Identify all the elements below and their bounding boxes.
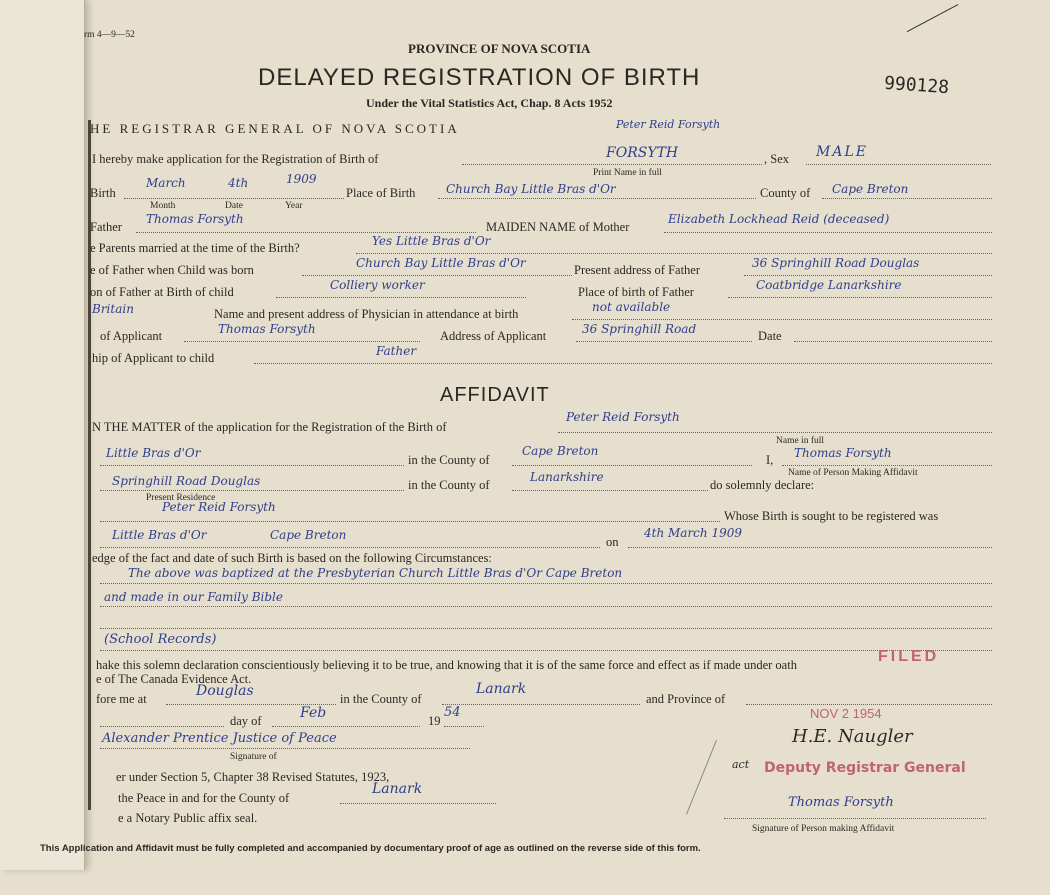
label-place-birth-father: Place of birth of Father — [578, 285, 694, 299]
label-signature-person: Signature of Person making Affidavit — [752, 824, 895, 834]
filed-date-stamp: NOV 2 1954 — [810, 706, 882, 721]
field-line — [100, 650, 992, 651]
label-father-when-born: e of Father when Child was born — [90, 263, 254, 277]
child-surname: FORSYTH — [606, 145, 679, 161]
label-in-county-1: in the County of — [408, 453, 490, 467]
sworn-at: Douglas — [196, 683, 254, 699]
field-line — [276, 297, 526, 298]
affidavit-birth-county: Cape Breton — [270, 528, 347, 542]
registrar-line: HE REGISTRAR GENERAL OF NOVA SCOTIA — [90, 121, 460, 136]
peace-county: Lanark — [372, 781, 423, 797]
field-line — [100, 465, 404, 466]
field-line — [572, 319, 992, 320]
form-number: rm 4—9—52 — [84, 30, 135, 40]
father-birthplace: Coatbridge Lanarkshire — [756, 278, 902, 292]
deputy-registrar-signature: H.E. Naugler — [792, 726, 913, 747]
label-place-of-birth: Place of Birth — [346, 186, 416, 200]
affiant-signature: Thomas Forsyth — [788, 795, 894, 810]
label-present-residence: Present Residence — [146, 493, 216, 503]
label-peace-county: the Peace in and for the County of — [118, 791, 290, 805]
birth-date: 4th — [228, 176, 249, 190]
field-line — [302, 275, 572, 276]
field-line — [746, 704, 992, 705]
affidavit-heading: AFFIDAVIT — [440, 384, 550, 406]
parents-married-value: Yes Little Bras d'Or — [372, 234, 491, 248]
affiant-residence-county: Lanarkshire — [530, 470, 604, 484]
affidavit-place: Little Bras d'Or — [106, 446, 201, 460]
label-on: on — [606, 535, 619, 549]
sex-value: MALE — [816, 144, 868, 160]
label-date: Date — [225, 201, 243, 211]
label-signature-of: Signature of — [230, 752, 277, 762]
father-birth-country: Britain — [92, 302, 134, 316]
field-line — [744, 275, 992, 276]
sworn-month: Feb — [300, 705, 327, 721]
field-line — [100, 583, 992, 584]
father-name: Thomas Forsyth — [146, 212, 244, 226]
field-line — [794, 341, 992, 342]
birth-year: 1909 — [286, 172, 317, 186]
label-sex: , Sex — [764, 152, 789, 166]
physician-value: not available — [592, 300, 671, 314]
affidavit-county: Cape Breton — [522, 444, 599, 458]
filed-stamp: FILED — [878, 648, 940, 665]
circumstances-line-1: The above was baptized at the Presbyterian Church Little Bras d'Or Cape Breton — [128, 566, 623, 580]
field-line — [628, 547, 992, 548]
form-title: DELAYED REGISTRATION OF BIRTH — [258, 64, 701, 91]
field-line — [100, 726, 224, 727]
circumstances-line-3: (School Records) — [104, 632, 217, 647]
declaration-line-2: e of The Canada Evidence Act. — [96, 672, 252, 686]
mother-maiden-name: Elizabeth Lockhead Reid (deceased) — [668, 212, 890, 226]
label-present-address-father: Present address of Father — [574, 263, 701, 277]
applicant-address: 36 Springhill Road — [582, 322, 697, 336]
label-notary: e a Notary Public affix seal. — [118, 811, 258, 825]
form-subtitle: Under the Vital Statistics Act, Chap. 8 Acts 1952 — [366, 96, 613, 110]
field-line — [728, 297, 992, 298]
label-physician: Name and present address of Physician in attendance at birth — [214, 307, 519, 321]
label-relationship: hip of Applicant to child — [92, 351, 215, 365]
check-mark — [907, 4, 959, 32]
label-year: Year — [285, 201, 303, 211]
field-line — [444, 726, 484, 727]
affidavit-child-name: Peter Reid Forsyth — [566, 410, 680, 424]
label-before-me: fore me at — [96, 692, 147, 706]
deputy-registrar-stamp: Deputy Registrar General — [764, 760, 966, 776]
label-address-applicant: Address of Applicant — [440, 329, 547, 343]
label-in-county-2: in the County of — [408, 478, 490, 492]
label-county-of: County of — [760, 186, 811, 200]
field-line — [512, 465, 752, 466]
province-heading: PROVINCE OF NOVA SCOTIA — [408, 41, 591, 56]
field-line — [272, 726, 420, 727]
field-line — [822, 198, 992, 199]
father-occupation: Colliery worker — [330, 278, 425, 292]
father-residence: Church Bay Little Bras d'Or — [356, 256, 526, 270]
label-nineteen: 19 — [428, 714, 441, 728]
label-day-of: day of — [230, 714, 262, 728]
affidavit-birthplace: Little Bras d'Or — [112, 528, 207, 542]
affidavit-birth-date: 4th March 1909 — [644, 526, 742, 540]
pencil-stroke — [686, 740, 717, 815]
field-line — [664, 232, 992, 233]
sworn-county: Lanark — [476, 681, 527, 697]
applicant-name: Thomas Forsyth — [218, 322, 316, 336]
label-applicant: of Applicant — [100, 329, 163, 343]
label-date-applicant: Date — [758, 329, 782, 343]
label-apply: I hereby make application for the Registration of Birth of — [92, 152, 379, 166]
handwritten-name-above: Peter Reid Forsyth — [616, 118, 721, 131]
act-prefix: act — [732, 758, 750, 771]
field-line — [356, 253, 992, 254]
place-of-birth: Church Bay Little Bras d'Or — [446, 182, 616, 196]
field-line — [184, 341, 420, 342]
field-line — [512, 490, 708, 491]
label-print-name: Print Name in full — [593, 168, 662, 178]
affiant-name: Thomas Forsyth — [794, 446, 892, 460]
field-line — [442, 704, 640, 705]
relationship-value: Father — [376, 344, 417, 358]
field-line — [724, 818, 986, 819]
field-line — [254, 363, 992, 364]
folded-page-flap — [0, 0, 85, 870]
circumstances-line-2: and made in our Family Bible — [104, 590, 283, 604]
field-line — [100, 547, 600, 548]
field-line — [438, 198, 756, 199]
father-present-address: 36 Springhill Road Douglas — [752, 256, 920, 270]
label-knowledge: edge of the fact and date of such Birth is based on the following Circumstances: — [92, 551, 492, 565]
label-month: Month — [150, 201, 176, 211]
field-line — [100, 521, 720, 522]
field-line — [558, 432, 992, 433]
field-line — [100, 606, 992, 607]
label-i: I, — [766, 453, 774, 467]
label-parents-married: e Parents married at the time of the Birth? — [90, 241, 300, 255]
field-line — [806, 164, 991, 165]
field-line — [100, 748, 470, 749]
label-in-county-3: in the County of — [340, 692, 422, 706]
label-father: Father — [90, 220, 122, 234]
footer-note: This Application and Affidavit must be fully completed and accompanied by documentary proof of age as outlined on the reverse side of this form. — [40, 843, 701, 854]
field-line — [340, 803, 496, 804]
field-line — [100, 628, 992, 629]
field-line — [462, 164, 762, 165]
birth-county: Cape Breton — [832, 182, 909, 196]
label-in-the-matter: N THE MATTER of the application for the Registration of the Birth of — [92, 420, 447, 434]
birth-month: March — [146, 176, 186, 190]
affidavit-child-name-2: Peter Reid Forsyth — [162, 500, 276, 514]
label-under-section: er under Section 5, Chapter 38 Revised Statutes, 1923, — [116, 770, 390, 784]
declaration-line-1: hake this solemn declaration conscientiously believing it to be true, and knowing that it is of the same force and effect as if made under oath — [96, 658, 797, 672]
field-line — [576, 341, 752, 342]
label-name-person-affidavit: Name of Person Making Affidavit — [788, 468, 918, 478]
sworn-year: 54 — [444, 705, 461, 720]
affiant-residence: Springhill Road Douglas — [112, 474, 261, 488]
label-maiden-name: MAIDEN NAME of Mother — [486, 220, 630, 234]
label-whose-birth: Whose Birth is sought to be registered was — [724, 509, 939, 523]
label-birth: Birth — [90, 186, 116, 200]
label-solemnly: do solemnly declare: — [710, 478, 815, 492]
justice-signature: Alexander Prentice Justice of Peace — [102, 731, 337, 746]
label-and-province: and Province of — [646, 692, 726, 706]
label-occupation-father: on of Father at Birth of child — [90, 285, 234, 299]
field-line — [136, 232, 476, 233]
label-name-in-full: Name in full — [776, 436, 825, 446]
registration-number: 990128 — [883, 72, 950, 99]
